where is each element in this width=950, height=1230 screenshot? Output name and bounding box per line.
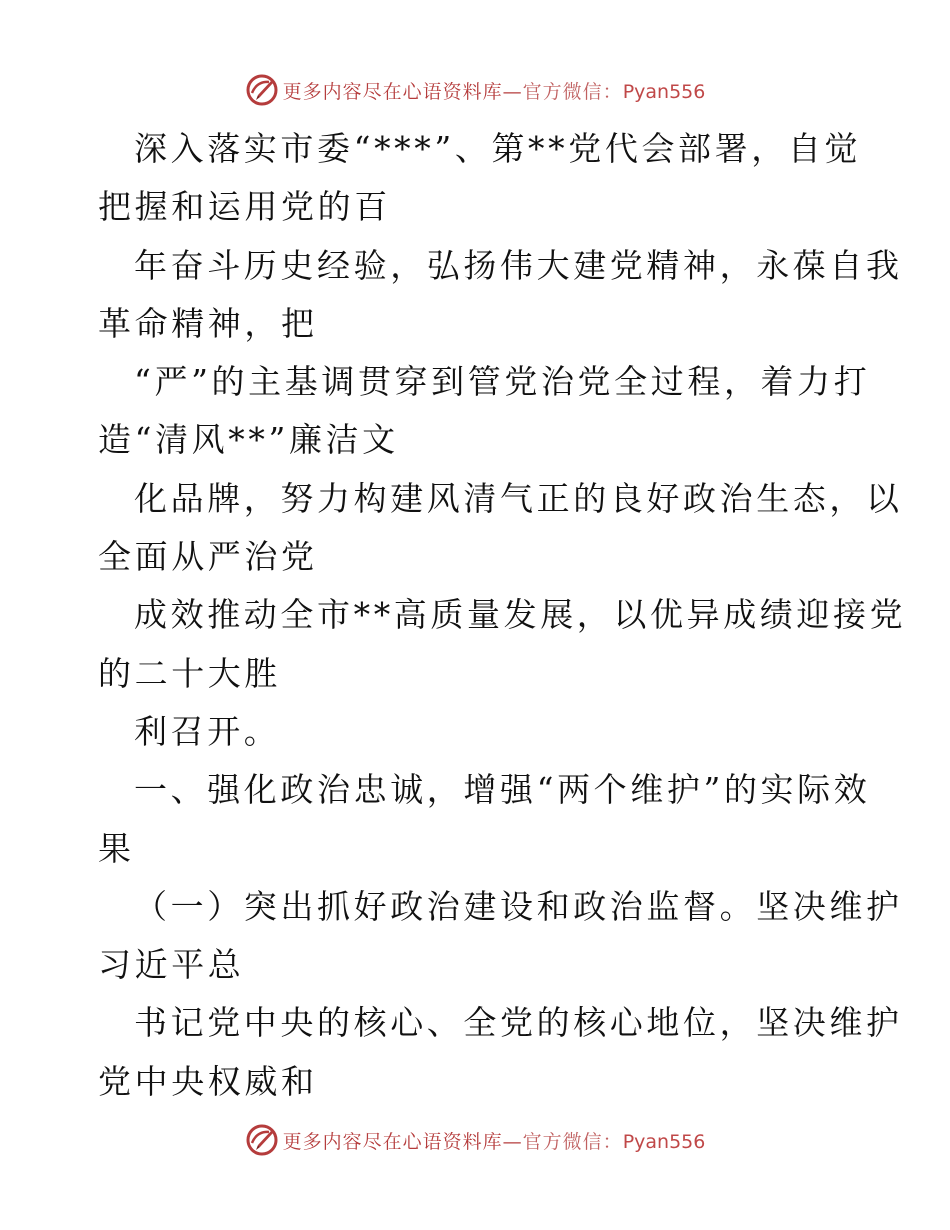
- footer-brand: 更多内容尽在心语资料库: [282, 1130, 503, 1153]
- footer-label: 官方微信：: [522, 1130, 623, 1153]
- body-line: 成效推动全市**高质量发展，以优异成绩迎接党: [134, 595, 907, 635]
- body-line: 党中央权威和: [98, 1061, 318, 1101]
- body-line: 书记党中央的核心、全党的核心地位，坚决维护: [134, 1003, 903, 1043]
- header-watermark-text: [283, 77, 706, 104]
- header-brand: 更多内容尽在心语资料库: [282, 80, 503, 103]
- header-watermark: [0, 70, 950, 110]
- footer-watermark-text: [283, 1127, 706, 1154]
- body-line: 把握和运用党的百: [98, 187, 391, 227]
- body-line: 全面从严治党: [98, 537, 318, 577]
- header-label: 官方微信：: [522, 80, 623, 103]
- body-line: “严”的主基调贯穿到管党治党全过程，着力打: [134, 362, 871, 402]
- section-heading: 一、强化政治忠诚，增强“两个维护”的实际效: [134, 770, 871, 810]
- body-line: 习近平总: [98, 945, 245, 985]
- header-dash: —: [502, 80, 523, 103]
- footer-watermark: [0, 1120, 950, 1160]
- body-line: 果: [98, 828, 135, 868]
- header-wechat-id: Pyan556: [622, 80, 706, 103]
- red-pen-swirl-icon: [245, 1123, 279, 1157]
- body-line: 利召开。: [134, 711, 281, 751]
- body-line: 化品牌，努力构建风清气正的良好政治生态，以: [134, 478, 903, 518]
- body-line: 深入落实市委“***”、第**党代会部署，自觉: [134, 129, 862, 168]
- body-line: 的二十大胜: [98, 653, 281, 693]
- document-body: [98, 120, 907, 1111]
- footer-wechat-id: Pyan556: [622, 1130, 706, 1153]
- red-pen-swirl-icon: [245, 73, 279, 107]
- subsection-heading: （一）突出抓好政治建设和政治监督。坚决维护: [134, 886, 903, 926]
- footer-dash: —: [502, 1130, 523, 1153]
- body-line: 革命精神，把: [98, 303, 318, 343]
- body-line: 年奋斗历史经验，弘扬伟大建党精神，永葆自我: [134, 245, 903, 285]
- body-line: 造“清风**”廉洁文: [98, 420, 399, 460]
